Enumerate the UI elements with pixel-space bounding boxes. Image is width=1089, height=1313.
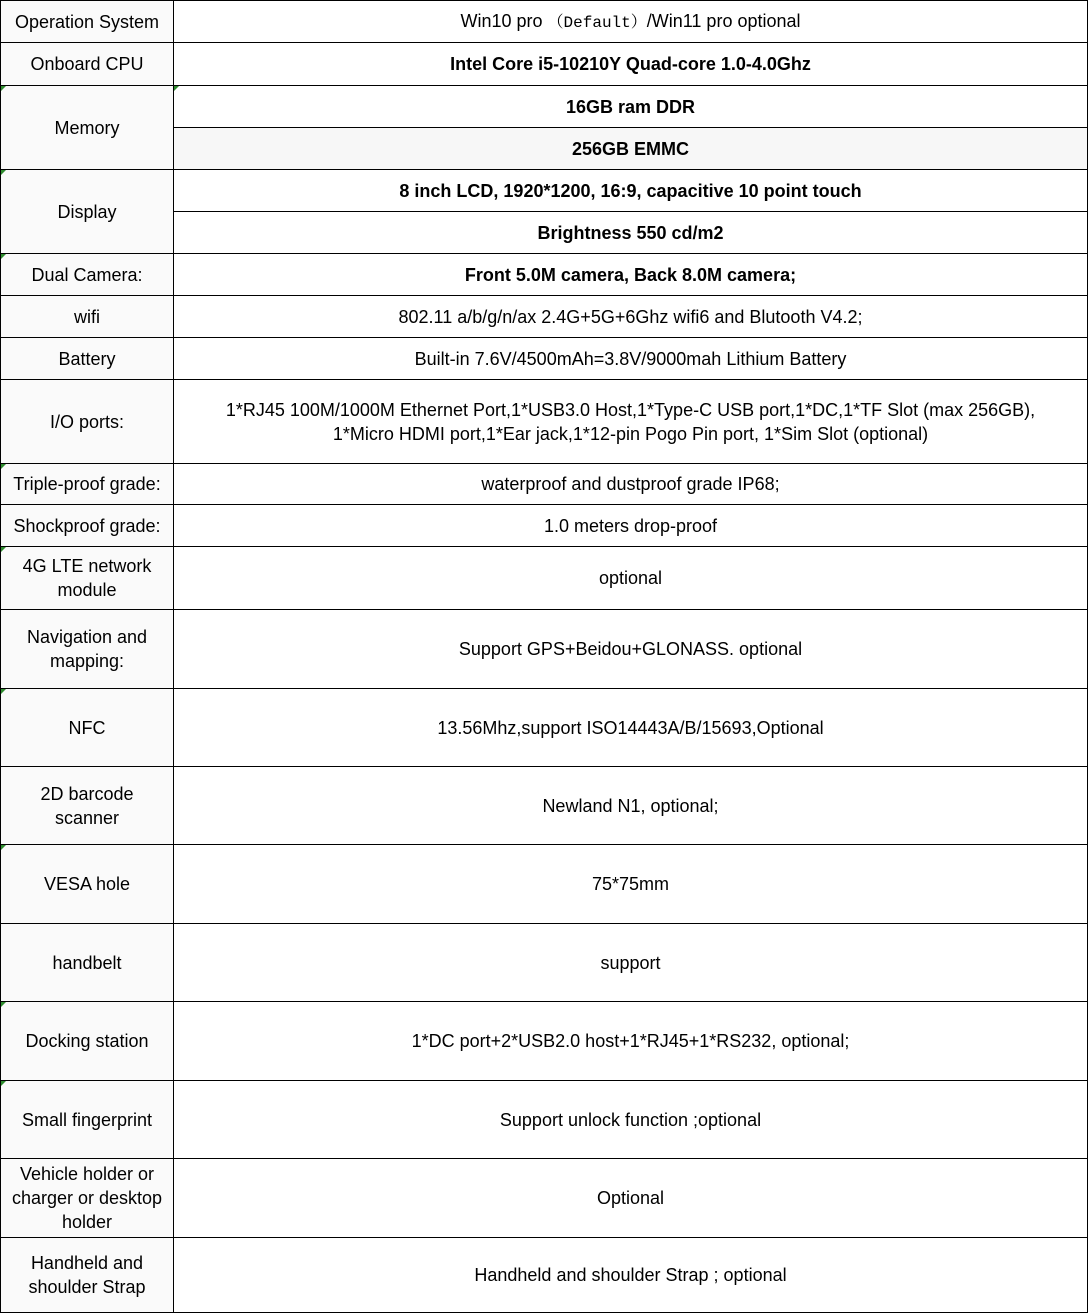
spec-label-io: I/O ports:: [1, 380, 174, 464]
table-row: [1, 86, 1088, 128]
spec-label-handbelt: handbelt: [1, 924, 174, 1002]
spec-label-memory: Memory: [1, 86, 174, 170]
spec-value-os: [174, 1, 1088, 43]
os-default-text: （Default）: [547, 13, 647, 32]
table-row: [1, 254, 1088, 296]
table-row: [1, 338, 1088, 380]
spec-value-shockproof: 1.0 meters drop-proof: [174, 505, 1088, 547]
spec-value-wifi: 802.11 a/b/g/n/ax 2.4G+5G+6Ghz wifi6 and Blutooth V4.2;: [174, 296, 1088, 338]
io-line-1: 1*RJ45 100M/1000M Ethernet Port,1*USB3.0 Host,1*Type-C USB port,1*DC,1*TF Slot (max 256GB),: [225, 399, 1036, 420]
spec-label-nfc: NFC: [1, 689, 174, 767]
spec-value-handbelt: support: [174, 924, 1088, 1002]
spec-label-strap: [1, 1238, 174, 1313]
vehicle-label-line-1: Vehicle holder or: [19, 1164, 155, 1184]
table-row: [1, 296, 1088, 338]
spec-label-docking: Docking station: [1, 1002, 174, 1081]
strap-label-line-1: Handheld and: [30, 1253, 144, 1273]
spec-label-os: Operation System: [1, 1, 174, 43]
spec-value-vehicle: Optional: [174, 1159, 1088, 1238]
lte-label-line-1: 4G LTE network: [22, 556, 152, 576]
table-row: [1, 689, 1088, 767]
spec-value-triple-proof: waterproof and dustproof grade IP68;: [174, 464, 1088, 505]
table-row: [1, 43, 1088, 86]
vehicle-label-line-3: holder: [61, 1212, 113, 1232]
spec-label-triple-proof: Triple-proof grade:: [1, 464, 174, 505]
spec-value-docking: 1*DC port+2*USB2.0 host+1*RJ45+1*RS232, optional;: [174, 1002, 1088, 1081]
os-text: Win10 pro: [460, 10, 548, 31]
table-row: [1, 1002, 1088, 1081]
spec-label-navigation: [1, 610, 174, 689]
spec-value-ram: 16GB ram DDR: [174, 86, 1088, 128]
spec-value-camera: Front 5.0M camera, Back 8.0M camera;: [174, 254, 1088, 296]
spec-value-barcode: Newland N1, optional;: [174, 767, 1088, 845]
spec-label-wifi: wifi: [1, 296, 174, 338]
spec-value-nfc: 13.56Mhz,support ISO14443A/B/15693,Optional: [174, 689, 1088, 767]
spec-value-lte: optional: [174, 547, 1088, 610]
lte-label-line-2: module: [57, 580, 117, 600]
table-row: [1, 1159, 1088, 1238]
spec-value-battery: Built-in 7.6V/4500mAh=3.8V/9000mah Lithium Battery: [174, 338, 1088, 380]
table-row: [1, 1081, 1088, 1159]
spec-value-navigation: Support GPS+Beidou+GLONASS. optional: [174, 610, 1088, 689]
table-row: [1, 845, 1088, 924]
barcode-label-line-2: scanner: [54, 807, 120, 828]
spec-label-vesa: VESA hole: [1, 845, 174, 924]
spec-label-vehicle: [1, 1159, 174, 1238]
table-row: [1, 924, 1088, 1002]
nav-label-line-2: mapping:: [49, 651, 125, 671]
strap-label-line-2: shoulder Strap: [28, 1277, 146, 1297]
spec-label-barcode: [1, 767, 174, 845]
table-row: [1, 1238, 1088, 1313]
spec-label-fingerprint: Small fingerprint: [1, 1081, 174, 1159]
table-row: [1, 547, 1088, 610]
table-row: [1, 505, 1088, 547]
table-row: [1, 1, 1088, 43]
table-row: [1, 464, 1088, 505]
table-row: [1, 610, 1088, 689]
spec-label-camera: Dual Camera:: [1, 254, 174, 296]
spec-value-vesa: 75*75mm: [174, 845, 1088, 924]
spec-label-lte: [1, 547, 174, 610]
spec-label-battery: Battery: [1, 338, 174, 380]
os-optional-text: /Win11 pro optional: [646, 10, 801, 31]
spec-value-io: [174, 380, 1088, 464]
spec-value-storage: 256GB EMMC: [174, 128, 1088, 170]
table-row: [1, 170, 1088, 212]
spec-label-display: Display: [1, 170, 174, 254]
spec-value-brightness: Brightness 550 cd/m2: [174, 212, 1088, 254]
spec-value-cpu: Intel Core i5-10210Y Quad-core 1.0-4.0Ghz: [174, 43, 1088, 86]
spec-value-strap: Handheld and shoulder Strap ; optional: [174, 1238, 1088, 1313]
barcode-label-line-1: 2D barcode: [40, 783, 134, 804]
spec-value-fingerprint: Support unlock function ;optional: [174, 1081, 1088, 1159]
table-row: [1, 380, 1088, 464]
spec-label-shockproof: Shockproof grade:: [1, 505, 174, 547]
nav-label-line-1: Navigation and: [26, 627, 148, 647]
spec-label-cpu: Onboard CPU: [1, 43, 174, 86]
vehicle-label-line-2: charger or desktop: [11, 1188, 163, 1208]
io-line-2: 1*Micro HDMI port,1*Ear jack,1*12-pin Pogo Pin port, 1*Sim Slot (optional): [332, 423, 929, 444]
spec-value-display-panel: 8 inch LCD, 1920*1200, 16:9, capacitive 10 point touch: [174, 170, 1088, 212]
table-row: [1, 767, 1088, 845]
